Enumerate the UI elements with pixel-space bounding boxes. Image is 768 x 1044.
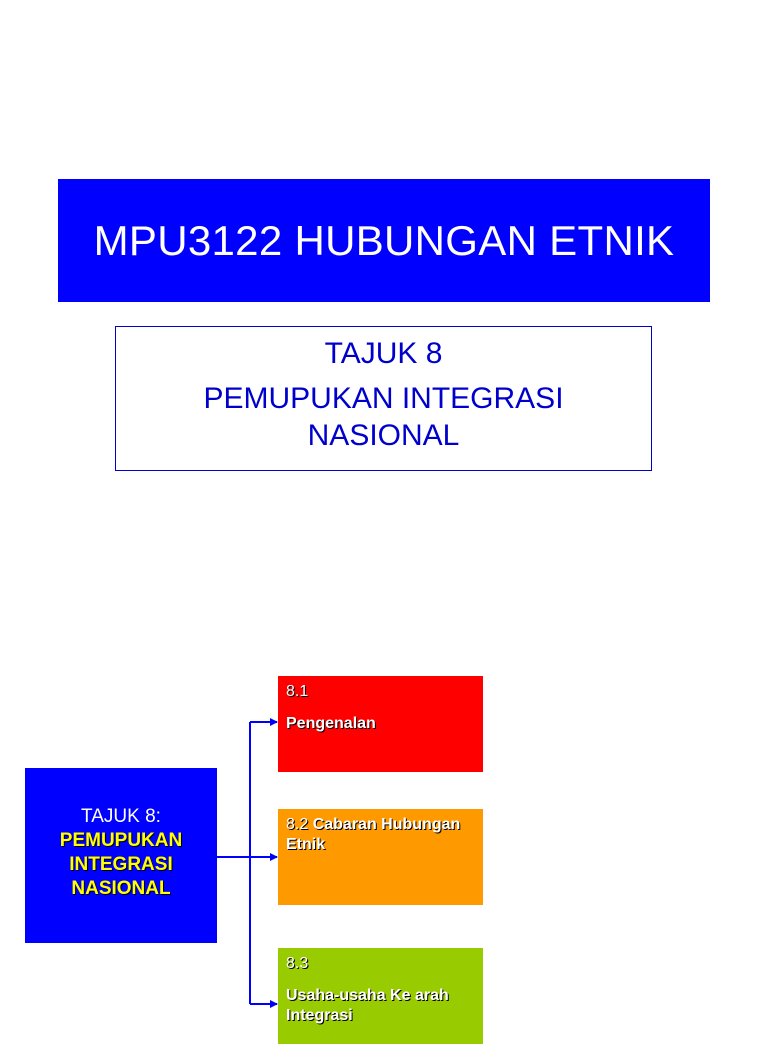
subtopic-8-1 bbox=[278, 676, 483, 772]
subtopic-8-3 bbox=[278, 948, 483, 1044]
subtopic-label: Cabaran Hubungan Etnik bbox=[286, 816, 461, 853]
subtopic-number: 8.3 bbox=[286, 955, 309, 972]
subtopic-number: 8.2 bbox=[286, 816, 309, 833]
subtopic-label: Pengenalan bbox=[286, 715, 376, 732]
course-title: MPU3122 HUBUNGAN ETNIK bbox=[93, 216, 675, 264]
topic-name: PEMUPUKAN INTEGRASI NASIONAL bbox=[203, 382, 564, 452]
subtopic-number: 8.1 bbox=[286, 683, 309, 700]
main-topic-label: TAJUK 8: bbox=[81, 806, 161, 827]
topic-number: TAJUK 8 bbox=[324, 337, 443, 370]
subtopic-8-2 bbox=[278, 809, 483, 905]
main-topic-title: PEMUPUKAN INTEGRASI NASIONAL bbox=[59, 830, 183, 899]
subtopic-label: Usaha-usaha Ke arah Integrasi bbox=[286, 987, 449, 1024]
